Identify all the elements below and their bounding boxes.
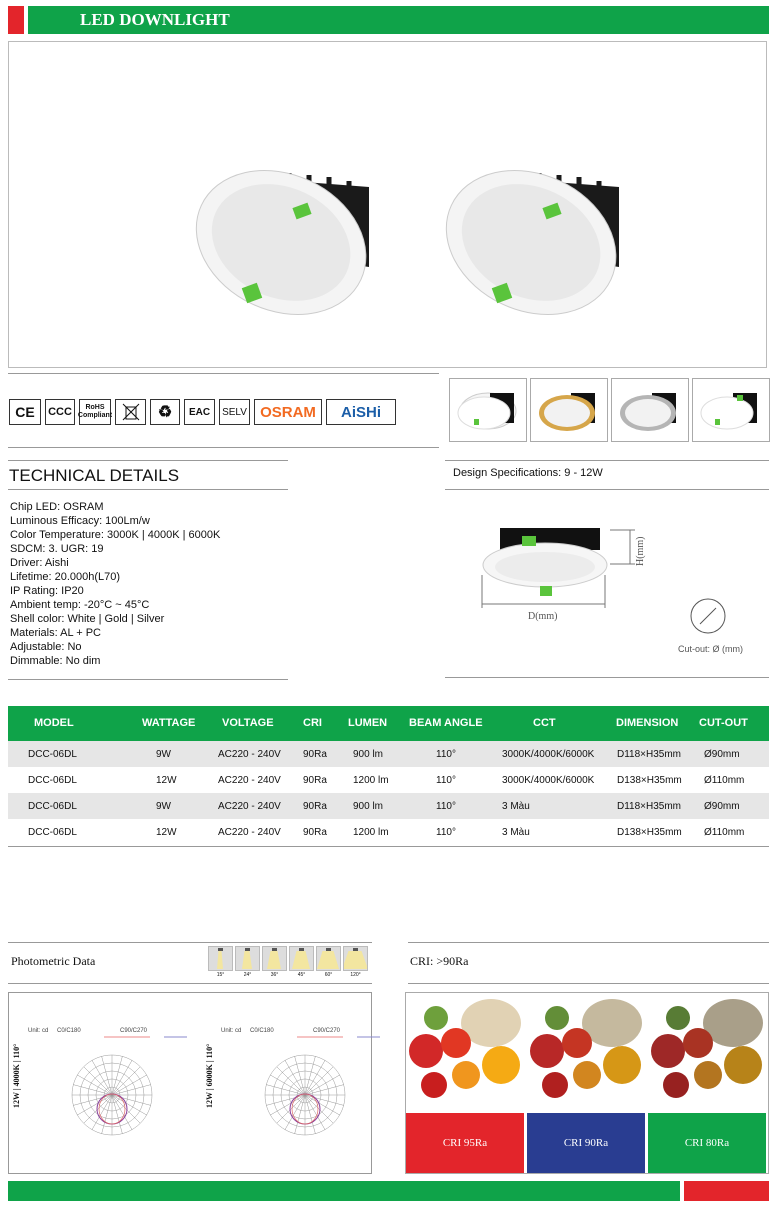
spec-item: Ambient temp: -20°C ~ 45°C (10, 599, 150, 611)
beam-angle-label: 36° (270, 972, 279, 978)
spec-item: Color Temperature: 3000K | 4000K | 6000K (10, 529, 221, 541)
fruit-comparison-image (406, 993, 768, 1113)
technical-details-title: TECHNICAL DETAILS (9, 466, 180, 485)
table-cell: 3000K/4000K/6000K (502, 775, 595, 786)
aishi-logo: AiSHi (326, 399, 396, 425)
spec-item: Luminous Efficacy: 100Lm/w (10, 515, 150, 527)
divider (8, 460, 288, 461)
spec-item: Materials: AL + PC (10, 627, 101, 639)
beam-angle-icon (262, 946, 287, 971)
table-cell: AC220 - 240V (218, 749, 281, 760)
spec-item: SDCM: 3. UGR: 19 (10, 543, 104, 555)
footer-red-bar (684, 1181, 769, 1201)
table-cell: 12W (156, 775, 177, 786)
polar-diagram (225, 1033, 395, 1143)
col-lumen: LUMEN (348, 717, 388, 729)
col-wattage: WATTAGE (142, 717, 196, 729)
beam-angle-label: 120° (350, 972, 361, 978)
table-cell: 3 Màu (502, 827, 530, 838)
photometric-title: Photometric Data (11, 954, 96, 968)
table-cell: AC220 - 240V (218, 775, 281, 786)
polar-legend-c0: C0/C180 (250, 1028, 274, 1034)
thumb-gold[interactable] (530, 378, 608, 442)
beam-angle-icon (208, 946, 233, 971)
polar-chart-side-label: 12W | 4000K | 110° (12, 1043, 21, 1108)
divider (8, 942, 372, 943)
header-red-bar (8, 6, 24, 34)
col-voltage: VOLTAGE (222, 717, 274, 729)
table-cell: AC220 - 240V (218, 801, 281, 812)
divider (408, 983, 769, 984)
table-cell: 110° (436, 801, 456, 812)
beam-angle-label: 45° (297, 972, 306, 978)
table-cell: 110° (436, 775, 456, 786)
footer-green-bar (8, 1181, 680, 1201)
thumb-white[interactable] (449, 378, 527, 442)
polar-legend-c90: C90/C270 (313, 1028, 341, 1034)
ccc-mark-icon: CCC (45, 399, 75, 425)
beam-angle-label: 24° (243, 972, 252, 978)
table-cell: 9W (156, 749, 171, 760)
ce-mark-icon: CE (9, 399, 41, 425)
rohs-mark-icon: RoHS Compliant (79, 399, 111, 425)
spec-item: Adjustable: No (10, 641, 82, 653)
table-cell: 110° (436, 827, 456, 838)
table-cell: D118×H35mm (617, 749, 682, 760)
table-cell: 110° (436, 749, 456, 760)
spec-item: Dimmable: No dim (10, 655, 101, 667)
polar-diagram (32, 1033, 202, 1143)
table-cell: 90Ra (303, 775, 327, 786)
selv-mark-icon: SELV (219, 399, 250, 425)
polar-chart-unit: Unit: cd (28, 1028, 49, 1034)
table-cell: 900 lm (353, 749, 384, 760)
table-cell: 900 lm (353, 801, 384, 812)
beam-angle-icon (316, 946, 341, 971)
col-cutout: CUT-OUT (699, 717, 748, 729)
divider (445, 460, 769, 461)
beam-angle-label: 60° (324, 972, 333, 978)
eac-mark-icon: EAC (184, 399, 215, 425)
col-beam-angle: BEAM ANGLE (409, 717, 483, 729)
divider (8, 447, 439, 448)
height-label: H(mm) (635, 536, 646, 566)
table-cell: DCC-06DL (28, 827, 77, 838)
table-cell: 12W (156, 827, 177, 838)
spec-item: Lifetime: 20.000h(L70) (10, 571, 121, 583)
table-cell: D118×H35mm (617, 801, 682, 812)
table-cell: AC220 - 240V (218, 827, 281, 838)
divider (8, 489, 288, 490)
table-cell: DCC-06DL (28, 749, 77, 760)
table-cell: D138×H35mm (617, 775, 682, 786)
page-title: LED DOWNLIGHT (80, 10, 230, 29)
osram-logo: OSRAM (254, 399, 322, 425)
table-cell: 90Ra (303, 827, 327, 838)
hero-image-panel (8, 41, 767, 368)
table-cell: 1200 lm (353, 775, 389, 786)
table-cell: 90Ra (303, 749, 327, 760)
beam-angle-label: 15° (216, 972, 225, 978)
table-cell: DCC-06DL (28, 801, 77, 812)
col-cri: CRI (303, 717, 322, 729)
diameter-label: D(mm) (528, 611, 558, 622)
table-cell: Ø90mm (704, 749, 740, 760)
divider (445, 677, 769, 678)
spec-item: Driver: Aishi (10, 557, 69, 569)
weee-bin-icon (115, 399, 146, 425)
downlight-product-image (9, 42, 766, 367)
beam-angle-icon (343, 946, 368, 971)
polar-legend-c0: C0/C180 (57, 1028, 81, 1034)
table-cell: 90Ra (303, 801, 327, 812)
cutout-icon (688, 596, 728, 636)
beam-angle-icon (289, 946, 314, 971)
crossed-bin-icon (121, 402, 141, 422)
divider (8, 679, 288, 680)
table-cell: 1200 lm (353, 827, 389, 838)
polar-chart-unit: Unit: cd (221, 1028, 242, 1034)
table-cell: DCC-06DL (28, 775, 77, 786)
cri-title: CRI: >90Ra (410, 954, 469, 968)
table-cell: 9W (156, 801, 171, 812)
table-cell: 3000K/4000K/6000K (502, 749, 595, 760)
design-spec-title: Design Specifications: 9 - 12W (453, 467, 603, 479)
col-model: MODEL (34, 717, 74, 729)
divider (8, 373, 439, 374)
thumb-white-alt[interactable] (692, 378, 770, 442)
table-cell: 3 Màu (502, 801, 530, 812)
recycle-icon: ♻ (150, 399, 180, 425)
cri-swatch: CRI 80Ra (648, 1113, 766, 1173)
cri-swatch: CRI 95Ra (406, 1113, 524, 1173)
table-cell: D138×H35mm (617, 827, 682, 838)
spec-item: IP Rating: IP20 (10, 585, 84, 597)
table-cell: Ø90mm (704, 801, 740, 812)
beam-angle-icon (235, 946, 260, 971)
cutout-label: Cut-out: Ø (mm) (678, 644, 744, 654)
spec-item: Shell color: White | Gold | Silver (10, 613, 165, 625)
col-dimension: DIMENSION (616, 717, 679, 729)
spec-item: Chip LED: OSRAM (10, 501, 104, 513)
thumb-silver[interactable] (611, 378, 689, 442)
spec-list (10, 500, 220, 668)
divider (8, 983, 372, 984)
table-cell: Ø110mm (704, 827, 745, 838)
polar-chart-side-label: 12W | 6000K | 110° (205, 1043, 214, 1108)
divider (408, 942, 769, 943)
table-cell: Ø110mm (704, 775, 745, 786)
polar-legend-c90: C90/C270 (120, 1028, 148, 1034)
divider (8, 846, 769, 847)
cri-swatch: CRI 90Ra (527, 1113, 645, 1173)
col-cct: CCT (533, 717, 556, 729)
divider (445, 489, 769, 490)
